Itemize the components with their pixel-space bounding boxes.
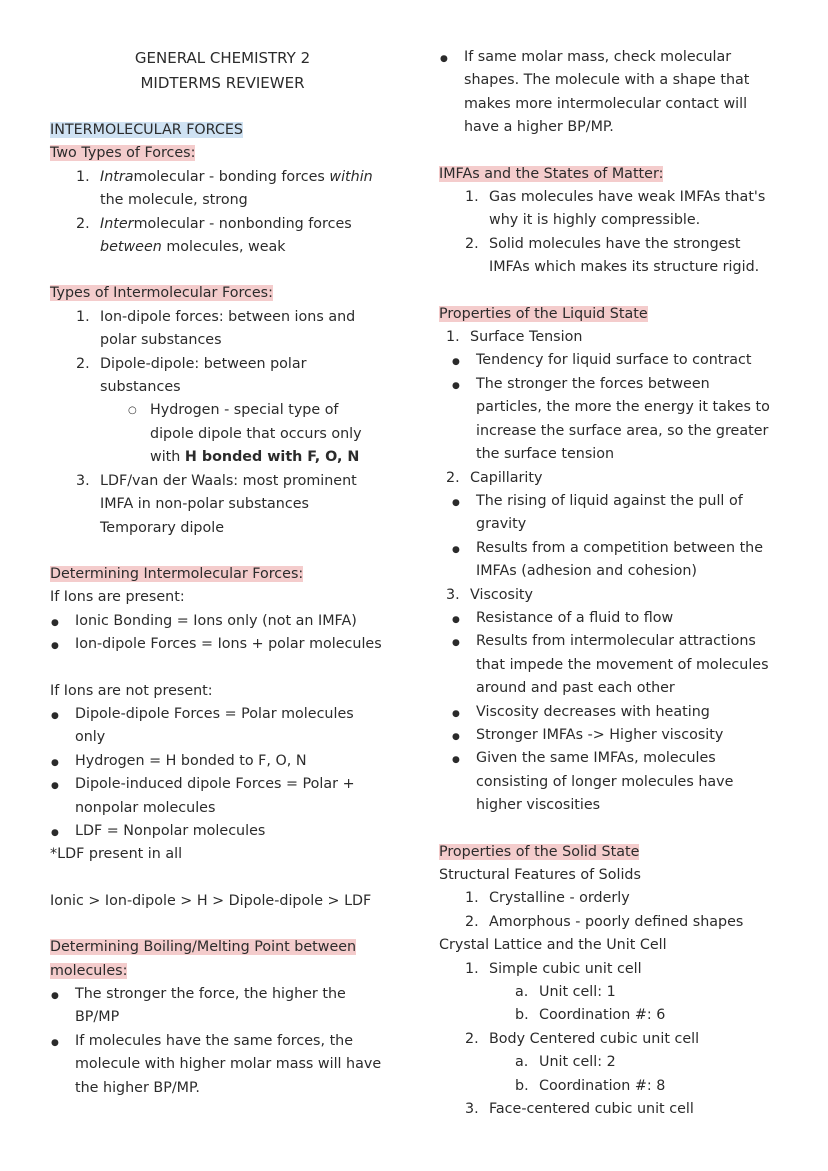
list-item-cont: the higher BP/MP. — [75, 1079, 200, 1096]
sub-list-item: b. Coordination #: 6 — [439, 1004, 789, 1027]
list-item-cont: nonpolar molecules — [75, 799, 216, 816]
list-item: 3. Face-centered cubic unit cell — [439, 1098, 789, 1121]
bullet-icon — [51, 633, 59, 658]
list-letter: a. — [515, 984, 529, 1001]
list-item: 1. Gas molecules have weak IMFAs that's — [439, 186, 789, 209]
list-letter: b. — [515, 1077, 529, 1094]
title-line-1: GENERAL CHEMISTRY 2 — [134, 49, 311, 67]
list-number: 3. — [76, 472, 90, 489]
list-item: ● Ionic Bonding = Ions only (not an IMFA) — [50, 610, 395, 633]
list-number: 1. — [76, 168, 90, 185]
bullet-icon — [452, 349, 460, 374]
list-item: 2. Amorphous - poorly defined shapes — [439, 911, 789, 934]
list-item-cont: consisting of longer molecules have — [476, 773, 734, 790]
list-item-cont: why it is highly compressible. — [489, 212, 701, 229]
list-item: 2. Capillarity — [439, 467, 789, 490]
list-item-cont: the molecule, strong — [100, 192, 248, 209]
list-item: ● The stronger the forces between — [439, 373, 789, 396]
list-letter: b. — [515, 1007, 529, 1024]
list-item-cont: IMFAs which makes its structure rigid. — [489, 259, 760, 276]
list-item: ● Stronger IMFAs -> Higher viscosity — [439, 724, 789, 747]
list-item-cont: that impede the movement of molecules — [476, 656, 769, 673]
list-number: 3. — [465, 1101, 479, 1118]
list-item-cont: around and past each other — [476, 680, 675, 697]
list-number: 1. — [465, 189, 479, 206]
list-item: 2. Intermolecular - nonbonding forces — [50, 213, 395, 236]
list-item: 1. Intramolecular - bonding forces within — [50, 166, 395, 189]
list-number: 2. — [76, 215, 90, 232]
list-item: ● Resistance of a fluid to flow — [439, 607, 789, 630]
left-column — [50, 46, 395, 1100]
list-item-cont: with H bonded with F, O, N — [150, 449, 360, 466]
bullet-icon — [452, 607, 460, 632]
list-item-cont: only — [75, 729, 106, 746]
bullet-icon — [51, 703, 59, 728]
bp-heading: Determining Boiling/Melting Point between — [50, 939, 357, 956]
list-item-cont: gravity — [476, 516, 527, 533]
list-item-cont: the surface tension — [476, 446, 615, 463]
list-item: 1. Surface Tension — [439, 326, 789, 349]
list-number: 2. — [465, 235, 479, 252]
bullet-icon — [452, 724, 460, 749]
list-item-cont: higher viscosities — [476, 797, 601, 814]
list-item: 1. Simple cubic unit cell — [439, 958, 789, 981]
bullet-icon — [51, 750, 59, 775]
list-item: 2. Body Centered cubic unit cell — [439, 1028, 789, 1051]
list-number: 2. — [465, 913, 479, 930]
list-item-cont: shapes. The molecule with a shape that — [464, 72, 750, 89]
list-letter: a. — [515, 1054, 529, 1071]
bullet-icon — [452, 630, 460, 655]
list-item: ● Ion-dipole Forces = Ions + polar molecules — [50, 633, 395, 656]
lattice-label: Crystal Lattice and the Unit Cell — [439, 937, 667, 954]
bullet-icon — [51, 610, 59, 635]
list-number: 3. — [446, 586, 460, 603]
bullet-icon — [51, 983, 59, 1008]
list-item: ● Tendency for liquid surface to contract — [439, 349, 789, 372]
sub-list-item: a. Unit cell: 1 — [439, 981, 789, 1004]
list-item-cont: IMFAs (adhesion and cohesion) — [476, 563, 697, 580]
bullet-icon — [51, 773, 59, 798]
list-item: ● Results from intermolecular attractions — [439, 630, 789, 653]
list-item: ● Results from a competition between the — [439, 537, 789, 560]
bp-heading-cont: molecules: — [50, 962, 128, 979]
list-number: 2. — [465, 1030, 479, 1047]
hollow-bullet-icon: ○ — [128, 405, 137, 417]
list-item: ● If same molar mass, check molecular — [439, 46, 789, 69]
list-item-cont: molecule with higher molar mass will have — [75, 1056, 382, 1073]
list-item-cont: increase the surface area, so the greater — [476, 422, 769, 439]
list-item: ● LDF = Nonpolar molecules — [50, 820, 395, 843]
bullet-icon — [440, 46, 448, 71]
list-item: ● The rising of liquid against the pull of — [439, 490, 789, 513]
list-item-cont: Temporary dipole — [100, 519, 225, 536]
sub-list-item: b. Coordination #: 8 — [439, 1075, 789, 1098]
sub-list-item: ○ Hydrogen - special type of — [50, 399, 395, 422]
bullet-icon — [51, 1030, 59, 1055]
bullet-icon — [452, 537, 460, 562]
imf-heading: INTERMOLECULAR FORCES — [50, 122, 243, 138]
list-item-cont: between molecules, weak — [100, 239, 286, 256]
list-item-cont: have a higher BP/MP. — [464, 119, 614, 136]
sub-list-item: a. Unit cell: 2 — [439, 1051, 789, 1074]
types-heading: Types of Intermolecular Forces: — [50, 285, 273, 302]
list-number: 1. — [465, 890, 479, 907]
list-number: 1. — [76, 308, 90, 325]
two-types-heading: Two Types of Forces: — [50, 145, 196, 162]
list-item-cont: substances — [100, 379, 181, 396]
liquid-heading: Properties of the Liquid State — [439, 305, 648, 322]
ions-not-present-label: If Ions are not present: — [50, 682, 213, 699]
title-line-2: MIDTERMS REVIEWER — [140, 74, 305, 92]
list-item: ● Dipole-dipole Forces = Polar molecules — [50, 703, 395, 726]
solid-heading: Properties of the Solid State — [439, 843, 640, 860]
list-item: ● If molecules have the same forces, the — [50, 1030, 395, 1053]
list-item: ● Viscosity decreases with heating — [439, 701, 789, 724]
list-item: ● The stronger the force, the higher the — [50, 983, 395, 1006]
strength-order: Ionic > Ion-dipole > H > Dipole-dipole > LDF — [50, 892, 372, 909]
list-item: 3. LDF/van der Waals: most prominent — [50, 470, 395, 493]
list-item: ● Given the same IMFAs, molecules — [439, 747, 789, 770]
right-column — [439, 46, 789, 1121]
bullet-icon — [452, 701, 460, 726]
states-heading: IMFAs and the States of Matter: — [439, 165, 664, 182]
list-item-cont: BP/MP — [75, 1009, 120, 1026]
list-item: 2. Dipole-dipole: between polar — [50, 353, 395, 376]
list-item-cont: makes more intermolecular contact will — [464, 95, 748, 112]
list-number: 2. — [76, 355, 90, 372]
ions-present-label: If Ions are present: — [50, 589, 185, 606]
list-item-cont: dipole dipole that occurs only — [150, 425, 362, 442]
list-item-cont: polar substances — [100, 332, 222, 349]
list-item: 1. Ion-dipole forces: between ions and — [50, 306, 395, 329]
bullet-icon — [51, 820, 59, 845]
list-number: 2. — [446, 469, 460, 486]
list-item: 2. Solid molecules have the strongest — [439, 233, 789, 256]
bullet-icon — [452, 747, 460, 772]
bullet-icon — [452, 373, 460, 398]
list-number: 1. — [465, 960, 479, 977]
list-item-cont: particles, the more the energy it takes to — [476, 399, 770, 416]
list-item-cont: IMFA in non-polar substances — [100, 496, 309, 513]
list-item: 1. Crystalline - orderly — [439, 887, 789, 910]
determining-heading: Determining Intermolecular Forces: — [50, 565, 304, 582]
bullet-icon — [452, 490, 460, 515]
ldf-note: *LDF present in all — [50, 846, 183, 863]
structural-label: Structural Features of Solids — [439, 867, 641, 883]
list-item: 3. Viscosity — [439, 584, 789, 607]
list-item: ● Hydrogen = H bonded to F, O, N — [50, 750, 395, 773]
list-item: ● Dipole-induced dipole Forces = Polar + — [50, 773, 395, 796]
list-number: 1. — [446, 329, 460, 346]
